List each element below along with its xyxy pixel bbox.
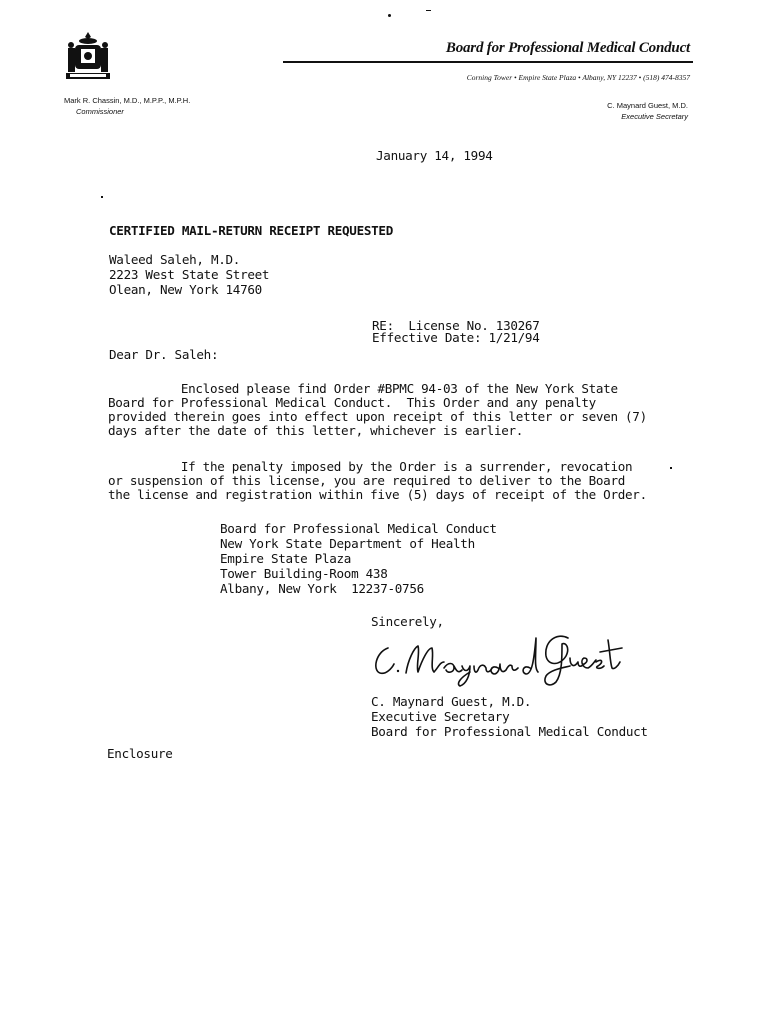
scan-speck (426, 10, 431, 11)
signer-name: C. Maynard Guest, M.D. (371, 694, 532, 709)
address-line: Empire State Plaza (220, 551, 352, 566)
commissioner-name: Mark R. Chassin, M.D., M.P.P., M.P.H. (64, 96, 191, 105)
reference-block (372, 320, 540, 344)
letter-date: January 14, 1994 (376, 148, 493, 163)
paragraph-line: Enclosed please find Order #BPMC 94-03 of the New York State (108, 381, 618, 396)
state-seal-icon (64, 30, 112, 82)
handwritten-signature (366, 618, 636, 688)
commissioner-title: Commissioner (76, 107, 124, 116)
signer-organization: Board for Professional Medical Conduct (371, 724, 648, 739)
salutation: Dear Dr. Saleh: (109, 347, 219, 362)
address-line: Albany, New York 12237-0756 (220, 581, 424, 596)
address-line: Board for Professional Medical Conduct (220, 521, 497, 536)
paragraph-line: If the penalty imposed by the Order is a surrender, revocation (108, 459, 633, 474)
letterhead-address: Corning Tower • Empire State Plaza • Albany, NY 12237 • (518) 474-8357 (466, 73, 690, 82)
executive-secretary-name: C. Maynard Guest, M.D. (607, 101, 688, 110)
scan-speck (101, 196, 103, 198)
scan-speck (388, 14, 391, 17)
recipient-line: 2223 West State Street (109, 267, 270, 282)
enclosure-note: Enclosure (107, 746, 173, 761)
signature-block (371, 694, 648, 739)
license-number: RE: License No. 130267 (372, 318, 540, 333)
paragraph-line: the license and registration within five (5) days of receipt of the Order. (108, 487, 647, 502)
recipient-line: Waleed Saleh, M.D. (109, 252, 241, 267)
paragraph-line: provided therein goes into effect upon receipt of this letter or seven (7) (108, 409, 647, 424)
delivery-notice: CERTIFIED MAIL-RETURN RECEIPT REQUESTED (109, 223, 394, 238)
signer-title: Executive Secretary (371, 709, 510, 724)
paragraph-line: or suspension of this license, you are required to deliver to the Board (108, 473, 626, 488)
recipient-line: Olean, New York 14760 (109, 282, 262, 297)
closing: Sincerely, (371, 614, 444, 629)
letterhead-rule (283, 61, 693, 63)
organization-name: Board for Professional Medical Conduct (445, 40, 690, 56)
recipient-address (109, 252, 269, 297)
paragraph-line: Board for Professional Medical Conduct. This Order and any penalty (108, 395, 596, 410)
body-paragraph-2 (108, 460, 647, 502)
address-line: Tower Building-Room 438 (220, 566, 388, 581)
body-paragraph-1 (108, 382, 647, 438)
effective-date: Effective Date: 1/21/94 (372, 330, 540, 345)
commissioner-block (64, 95, 190, 117)
scan-speck (670, 467, 672, 469)
address-line: New York State Department of Health (220, 536, 475, 551)
paragraph-line: days after the date of this letter, whichever is earlier. (108, 423, 524, 438)
executive-secretary-block (607, 100, 688, 122)
board-mailing-address (220, 521, 497, 596)
executive-secretary-title: Executive Secretary (621, 112, 688, 121)
